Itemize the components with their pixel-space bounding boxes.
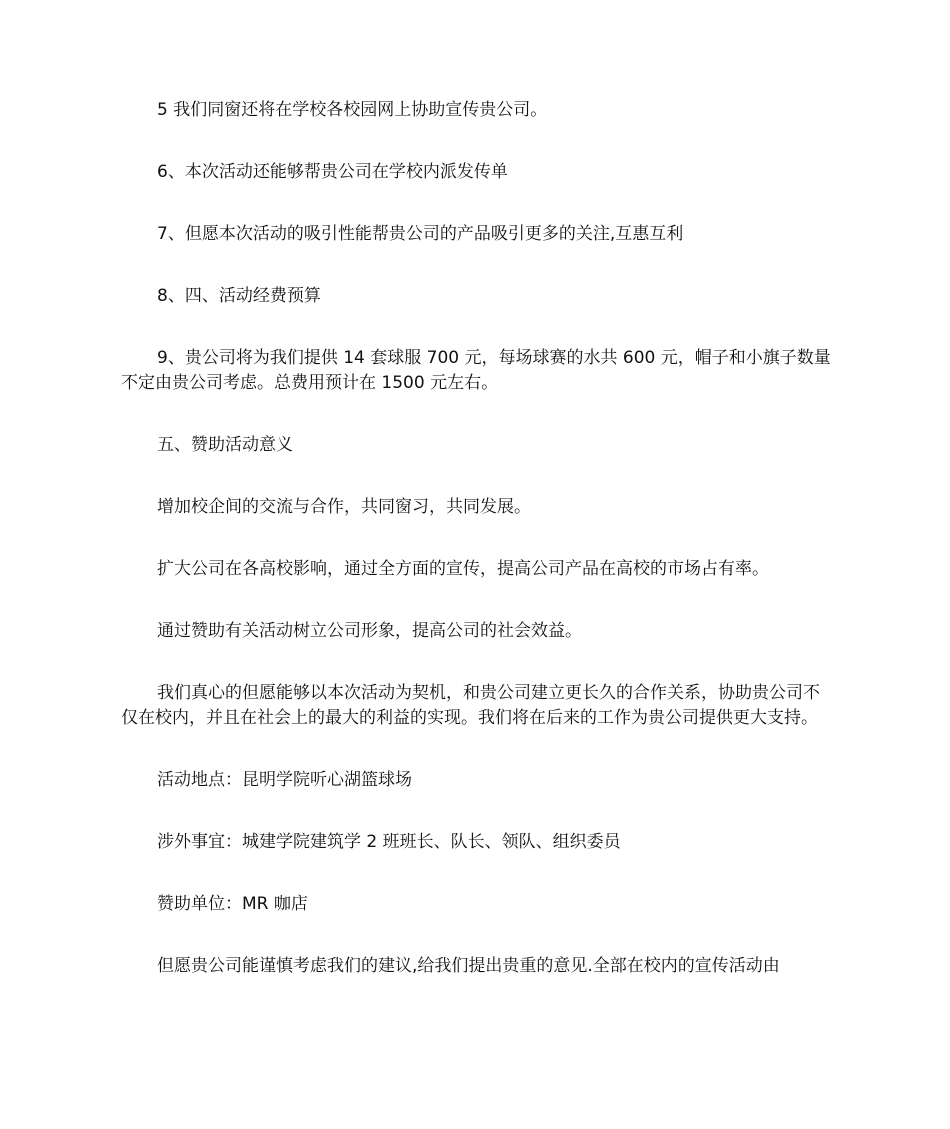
paragraph-final: 但愿贵公司能谨慎考虑我们的建议,给我们提出贵重的意见.全部在校内的宣传活动由 (157, 956, 780, 976)
document-body (121, 98, 833, 979)
external-affairs: 涉外事宜：城建学院建筑学 2 班班长、队长、领队、组织委员 (157, 832, 621, 852)
paragraph-closing-wish: 我们真心的但愿能够以本次活动为契机，和贵公司建立更长久的合作关系，协助贵公司不仅在校内，并且在社会上的最大的利益的实现。我们将在后来的工作为贵公司提供更大支持。 (121, 683, 820, 728)
paragraph-item-7: 7、但愿本次活动的吸引性能帮贵公司的产品吸引更多的关注,互惠互利 (157, 224, 684, 244)
paragraph-budget: 9、贵公司将为我们提供 14 套球服 700 元，每场球赛的水共 600 元，帽子和小旗子数量不定由贵公司考虑。总费用预计在 1500 元左右。 (121, 348, 831, 393)
section-heading-significance: 五、赞助活动意义 (157, 435, 293, 455)
paragraph-significance-3: 通过赞助有关活动树立公司形象，提高公司的社会效益。 (157, 621, 582, 641)
paragraph-item-5: 5 我们同窗还将在学校各校园网上协助宣传贵公司。 (157, 100, 548, 120)
paragraph-item-6: 6、本次活动还能够帮贵公司在学校内派发传单 (157, 162, 508, 182)
activity-location: 活动地点：昆明学院听心湖篮球场 (157, 770, 412, 790)
paragraph-significance-1: 增加校企间的交流与合作，共同窗习，共同发展。 (157, 497, 531, 517)
sponsor-unit: 赞助单位：MR 咖店 (157, 894, 308, 914)
paragraph-significance-2: 扩大公司在各高校影响，通过全方面的宣传，提高公司产品在高校的市场占有率。 (157, 559, 769, 579)
paragraph-item-8: 8、四、活动经费预算 (157, 286, 321, 306)
